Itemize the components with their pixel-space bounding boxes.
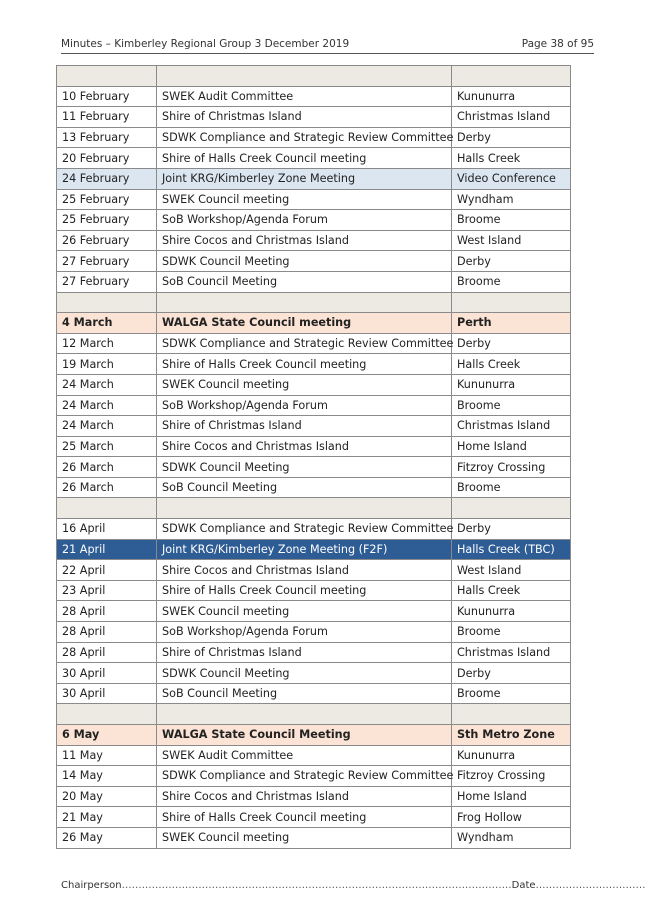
cell-event: SWEK Council meeting bbox=[157, 374, 452, 395]
cell-date: 21 April bbox=[57, 539, 157, 560]
cell-event: SoB Workshop/Agenda Forum bbox=[157, 622, 452, 643]
table-row bbox=[57, 539, 571, 560]
cell-event: Shire Cocos and Christmas Island bbox=[157, 786, 452, 807]
cell-location: Wyndham bbox=[452, 189, 571, 210]
table-row bbox=[57, 622, 571, 643]
cell-date: 30 April bbox=[57, 683, 157, 704]
cell-event bbox=[157, 704, 452, 725]
cell-location: Derby bbox=[452, 333, 571, 354]
document-title: Minutes – Kimberley Regional Group 3 December 2019 bbox=[61, 38, 350, 50]
date-label: Date bbox=[511, 880, 536, 891]
cell-event: SoB Council Meeting bbox=[157, 477, 452, 498]
cell-event: Shire of Christmas Island bbox=[157, 416, 452, 437]
cell-date: 24 March bbox=[57, 374, 157, 395]
table-row bbox=[57, 827, 571, 848]
cell-event: SDWK Council Meeting bbox=[157, 457, 452, 478]
cell-event: SWEK Audit Committee bbox=[157, 745, 452, 766]
page-number: Page 38 of 95 bbox=[521, 38, 594, 50]
cell-location: Home Island bbox=[452, 436, 571, 457]
table-row bbox=[57, 786, 571, 807]
cell-event: SWEK Council meeting bbox=[157, 601, 452, 622]
table-row bbox=[57, 725, 571, 746]
meeting-schedule-table bbox=[56, 65, 571, 849]
cell-event: Shire Cocos and Christmas Island bbox=[157, 560, 452, 581]
cell-event: SDWK Council Meeting bbox=[157, 663, 452, 684]
cell-event: Shire of Halls Creek Council meeting bbox=[157, 580, 452, 601]
cell-event: WALGA State Council Meeting bbox=[157, 725, 452, 746]
cell-location: Broome bbox=[452, 683, 571, 704]
cell-event bbox=[157, 66, 452, 87]
cell-date: 26 February bbox=[57, 230, 157, 251]
table-row bbox=[57, 457, 571, 478]
cell-location: Broome bbox=[452, 395, 571, 416]
cell-date bbox=[57, 704, 157, 725]
cell-location: Christmas Island bbox=[452, 416, 571, 437]
table-row bbox=[57, 313, 571, 334]
cell-date: 26 March bbox=[57, 477, 157, 498]
cell-date: 21 May bbox=[57, 807, 157, 828]
cell-date: 6 May bbox=[57, 725, 157, 746]
table-row bbox=[57, 168, 571, 189]
chairperson-signature-line: ……………………………………………………………………………………………………… bbox=[121, 880, 512, 891]
table-row bbox=[57, 807, 571, 828]
cell-location: Kununurra bbox=[452, 374, 571, 395]
cell-date bbox=[57, 292, 157, 313]
cell-date: 27 February bbox=[57, 271, 157, 292]
cell-location: Halls Creek bbox=[452, 580, 571, 601]
page-header bbox=[61, 37, 594, 54]
cell-date: 11 May bbox=[57, 745, 157, 766]
table-row bbox=[57, 230, 571, 251]
table-row bbox=[57, 374, 571, 395]
cell-date: 23 April bbox=[57, 580, 157, 601]
cell-date: 26 May bbox=[57, 827, 157, 848]
cell-location: Derby bbox=[452, 519, 571, 540]
cell-location: Wyndham bbox=[452, 827, 571, 848]
cell-location: Halls Creek (TBC) bbox=[452, 539, 571, 560]
table-row bbox=[57, 519, 571, 540]
cell-date: 28 April bbox=[57, 642, 157, 663]
cell-location: Broome bbox=[452, 271, 571, 292]
table-row bbox=[57, 189, 571, 210]
table-row bbox=[57, 745, 571, 766]
cell-location: Home Island bbox=[452, 786, 571, 807]
table-row bbox=[57, 560, 571, 581]
cell-location bbox=[452, 66, 571, 87]
cell-date: 24 February bbox=[57, 168, 157, 189]
cell-date: 13 February bbox=[57, 127, 157, 148]
table-row bbox=[57, 436, 571, 457]
cell-location bbox=[452, 704, 571, 725]
cell-event: Joint KRG/Kimberley Zone Meeting (F2F) bbox=[157, 539, 452, 560]
cell-location: Fitzroy Crossing bbox=[452, 457, 571, 478]
cell-location: Broome bbox=[452, 477, 571, 498]
cell-location: Broome bbox=[452, 210, 571, 231]
table-row bbox=[57, 642, 571, 663]
table-row bbox=[57, 663, 571, 684]
cell-location: Christmas Island bbox=[452, 107, 571, 128]
cell-location bbox=[452, 292, 571, 313]
cell-date: 27 February bbox=[57, 251, 157, 272]
cell-date: 25 February bbox=[57, 189, 157, 210]
table-section-divider bbox=[57, 704, 571, 725]
cell-location: Halls Creek bbox=[452, 148, 571, 169]
cell-location: Broome bbox=[452, 622, 571, 643]
cell-event: SoB Council Meeting bbox=[157, 683, 452, 704]
cell-date: 10 February bbox=[57, 86, 157, 107]
cell-date: 22 April bbox=[57, 560, 157, 581]
cell-location: Christmas Island bbox=[452, 642, 571, 663]
cell-date: 20 February bbox=[57, 148, 157, 169]
cell-event: SDWK Compliance and Strategic Review Committee bbox=[157, 766, 452, 787]
table-row bbox=[57, 107, 571, 128]
cell-event bbox=[157, 292, 452, 313]
cell-event: Joint KRG/Kimberley Zone Meeting bbox=[157, 168, 452, 189]
cell-date: 24 March bbox=[57, 395, 157, 416]
cell-location: Derby bbox=[452, 251, 571, 272]
cell-event: SoB Council Meeting bbox=[157, 271, 452, 292]
cell-date: 20 May bbox=[57, 786, 157, 807]
cell-event: SWEK Council meeting bbox=[157, 827, 452, 848]
cell-event: Shire of Christmas Island bbox=[157, 642, 452, 663]
cell-date: 26 March bbox=[57, 457, 157, 478]
cell-event: Shire Cocos and Christmas Island bbox=[157, 436, 452, 457]
table-section-divider bbox=[57, 292, 571, 313]
cell-date: 14 May bbox=[57, 766, 157, 787]
table-row bbox=[57, 210, 571, 231]
table-row bbox=[57, 683, 571, 704]
cell-event: SDWK Council Meeting bbox=[157, 251, 452, 272]
date-signature-line: …………………………… bbox=[535, 880, 646, 891]
table-row bbox=[57, 127, 571, 148]
cell-date: 16 April bbox=[57, 519, 157, 540]
table-row bbox=[57, 395, 571, 416]
table-row bbox=[57, 477, 571, 498]
cell-date: 11 February bbox=[57, 107, 157, 128]
cell-event: WALGA State Council meeting bbox=[157, 313, 452, 334]
table-row bbox=[57, 148, 571, 169]
cell-date: 28 April bbox=[57, 622, 157, 643]
cell-location: Kununurra bbox=[452, 86, 571, 107]
table-row bbox=[57, 580, 571, 601]
table-row bbox=[57, 601, 571, 622]
cell-date: 19 March bbox=[57, 354, 157, 375]
page-footer bbox=[61, 880, 646, 891]
cell-event: Shire of Halls Creek Council meeting bbox=[157, 807, 452, 828]
cell-event: SWEK Audit Committee bbox=[157, 86, 452, 107]
cell-location: Derby bbox=[452, 127, 571, 148]
table-row bbox=[57, 354, 571, 375]
table-section-divider bbox=[57, 66, 571, 87]
cell-location: Frog Hollow bbox=[452, 807, 571, 828]
cell-event: Shire of Christmas Island bbox=[157, 107, 452, 128]
cell-event bbox=[157, 498, 452, 519]
cell-event: Shire of Halls Creek Council meeting bbox=[157, 148, 452, 169]
cell-date: 30 April bbox=[57, 663, 157, 684]
cell-location bbox=[452, 498, 571, 519]
cell-date: 4 March bbox=[57, 313, 157, 334]
cell-event: SDWK Compliance and Strategic Review Committee bbox=[157, 333, 452, 354]
cell-event: SDWK Compliance and Strategic Review Committee bbox=[157, 519, 452, 540]
cell-date bbox=[57, 66, 157, 87]
cell-location: Kununurra bbox=[452, 601, 571, 622]
cell-date: 12 March bbox=[57, 333, 157, 354]
cell-location: Fitzroy Crossing bbox=[452, 766, 571, 787]
cell-location: Halls Creek bbox=[452, 354, 571, 375]
cell-location: Kununurra bbox=[452, 745, 571, 766]
table-row bbox=[57, 251, 571, 272]
cell-date bbox=[57, 498, 157, 519]
table-section-divider bbox=[57, 498, 571, 519]
cell-date: 25 March bbox=[57, 436, 157, 457]
cell-event: Shire Cocos and Christmas Island bbox=[157, 230, 452, 251]
cell-date: 24 March bbox=[57, 416, 157, 437]
cell-event: Shire of Halls Creek Council meeting bbox=[157, 354, 452, 375]
cell-event: SWEK Council meeting bbox=[157, 189, 452, 210]
chairperson-label: Chairperson bbox=[61, 880, 122, 891]
cell-event: SoB Workshop/Agenda Forum bbox=[157, 395, 452, 416]
table-row bbox=[57, 766, 571, 787]
cell-location: West Island bbox=[452, 230, 571, 251]
table-row bbox=[57, 416, 571, 437]
cell-location: Sth Metro Zone bbox=[452, 725, 571, 746]
cell-location: Derby bbox=[452, 663, 571, 684]
cell-location: Video Conference bbox=[452, 168, 571, 189]
cell-date: 25 February bbox=[57, 210, 157, 231]
cell-event: SoB Workshop/Agenda Forum bbox=[157, 210, 452, 231]
schedule-body bbox=[57, 66, 571, 849]
cell-date: 28 April bbox=[57, 601, 157, 622]
cell-location: West Island bbox=[452, 560, 571, 581]
cell-location: Perth bbox=[452, 313, 571, 334]
table-row bbox=[57, 86, 571, 107]
table-row bbox=[57, 333, 571, 354]
table-row bbox=[57, 271, 571, 292]
cell-event: SDWK Compliance and Strategic Review Committee bbox=[157, 127, 452, 148]
